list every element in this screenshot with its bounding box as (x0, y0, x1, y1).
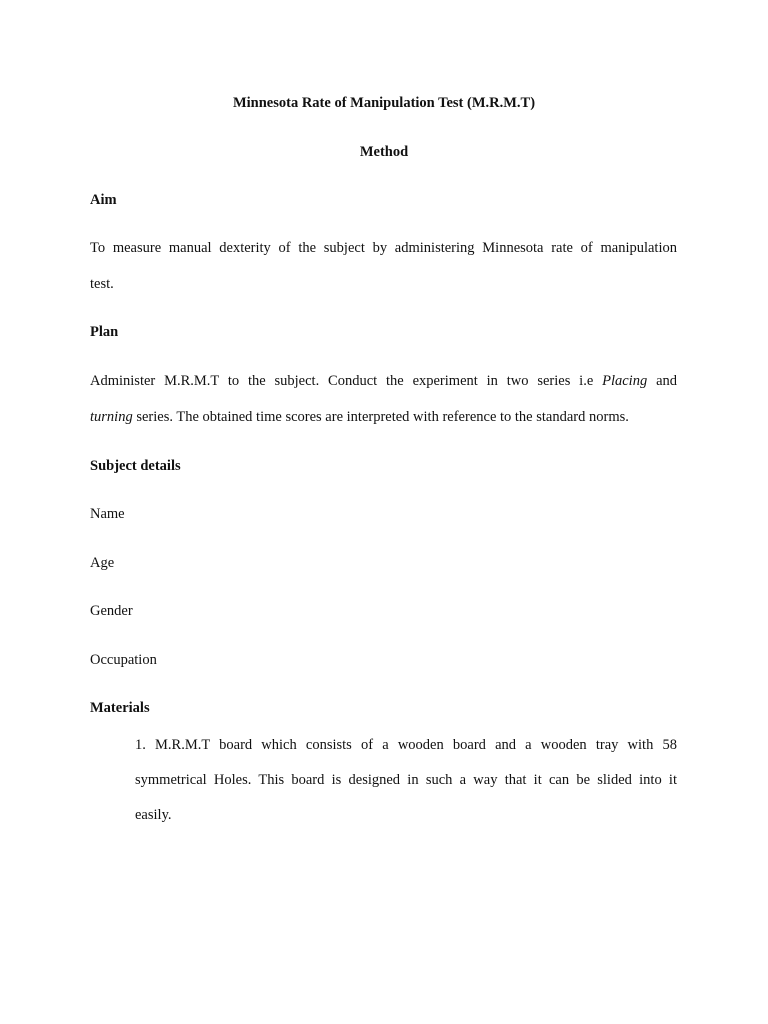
aim-text-line-1: To measure manual dexterity of the subject by administering Minnesota rate of manipulation (90, 240, 677, 256)
materials-item-1-line-1: 1. M.R.M.T board which consists of a wooden board and a wooden tray with 58 (135, 737, 677, 753)
materials-heading: Materials (90, 700, 150, 716)
plan-text-line-2-rest: series. The obtained time scores are interpreted with reference to the standard norms. (132, 409, 629, 425)
aim-heading: Aim (90, 192, 117, 208)
turning-term: turning (90, 409, 133, 425)
method-heading: Method (359, 144, 409, 160)
plan-text-line-1 (90, 372, 677, 390)
plan-text-line-2 (90, 408, 677, 426)
placing-term: Placing (602, 373, 648, 389)
subject-field-occupation: Occupation (90, 652, 157, 668)
subject-details-heading: Subject details (90, 458, 181, 474)
subject-field-gender: Gender (90, 603, 133, 619)
materials-item-1-line-2: symmetrical Holes. This board is designed in such a way that it can be slided into it (135, 772, 677, 788)
subject-field-age: Age (90, 555, 115, 571)
aim-text-line-2: test. (90, 276, 114, 292)
subject-field-name: Name (90, 506, 125, 522)
plan-text-line-1-start: Administer M.R.M.T to the subject. Conduct the experiment in two series i.e (90, 373, 594, 389)
document-title: Minnesota Rate of Manipulation Test (M.R.M.T) (232, 95, 536, 111)
plan-text-line-1-end: and (656, 373, 677, 389)
materials-item-1-line-3: easily. (135, 807, 172, 823)
plan-heading: Plan (90, 324, 119, 340)
